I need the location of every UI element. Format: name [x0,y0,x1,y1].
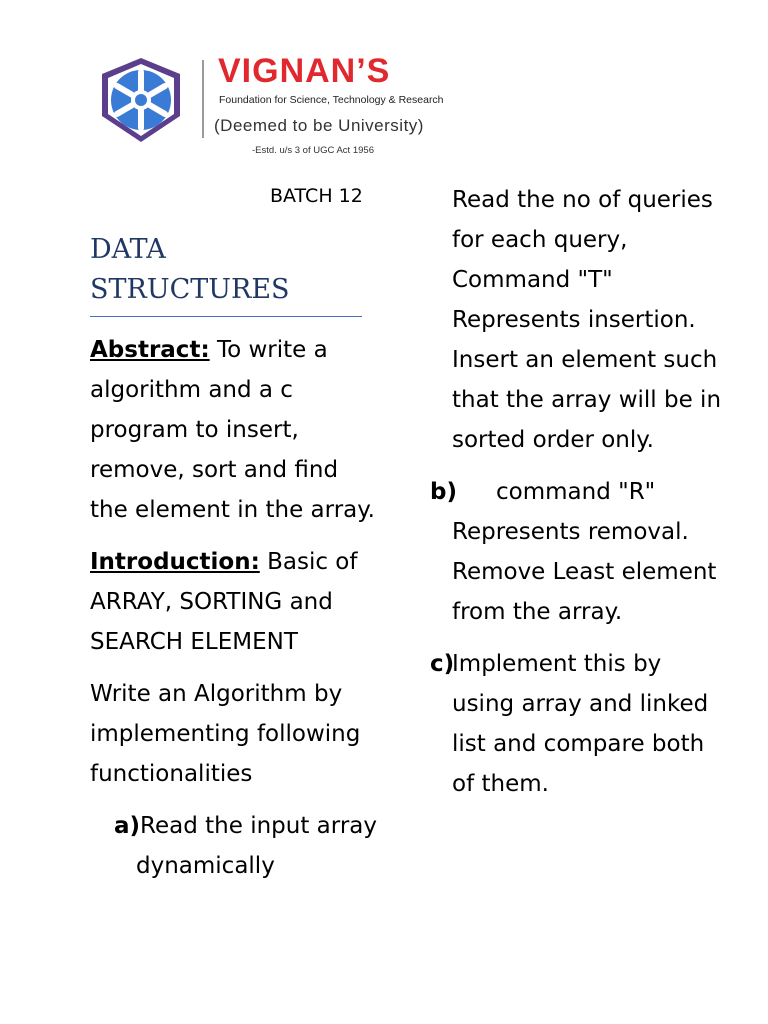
logo-divider [202,60,204,138]
document-title [90,230,362,317]
batch-label: BATCH 12 [270,185,363,207]
list-item-b-text: command "R" Represents removal. Remove Least element from the array. [452,479,717,625]
list-item-a-label: a) [114,813,141,839]
list-item-b [430,472,730,632]
abstract-paragraph [90,330,380,530]
introduction-label: Introduction: [90,549,260,575]
university-logo [92,50,448,160]
list-item-c-text: Implement this by using array and linked list and compare both of them. [452,651,709,797]
list-item-c [430,644,730,804]
list-item-a-text: Read the input array dynamically [136,813,377,879]
university-emblem-icon [96,56,186,144]
right-column [430,180,730,816]
title-line-1: DATA [90,234,166,265]
introduction-paragraph [90,542,380,662]
logo-deemed-line: (Deemed to be University) [214,116,424,135]
logo-foundation-line: Foundation for Science, Technology & Research [219,94,444,106]
left-column [90,330,380,898]
list-item-c-label: c) [430,651,455,677]
introduction-text: Basic of ARRAY, SORTING and SEARCH ELEMENT [90,549,358,655]
logo-brand-name: VIGNAN’S [218,52,391,90]
list-item-a [90,806,380,886]
abstract-text: To write a algorithm and a c program to insert, remove, sort and find the element in the array. [90,337,375,523]
logo-estd-line: -Estd. u/s 3 of UGC Act 1956 [252,145,374,156]
abstract-label: Abstract: [90,337,210,363]
write-algorithm-paragraph: Write an Algorithm by implementing following functionalities [90,681,361,787]
queries-paragraph: Read the no of queries for each query, Command "T" Represents insertion. Insert an element such that the array will be in sorted order only. [452,187,722,453]
list-item-b-label: b) [430,479,457,505]
title-line-2: STRUCTURES [90,274,290,305]
